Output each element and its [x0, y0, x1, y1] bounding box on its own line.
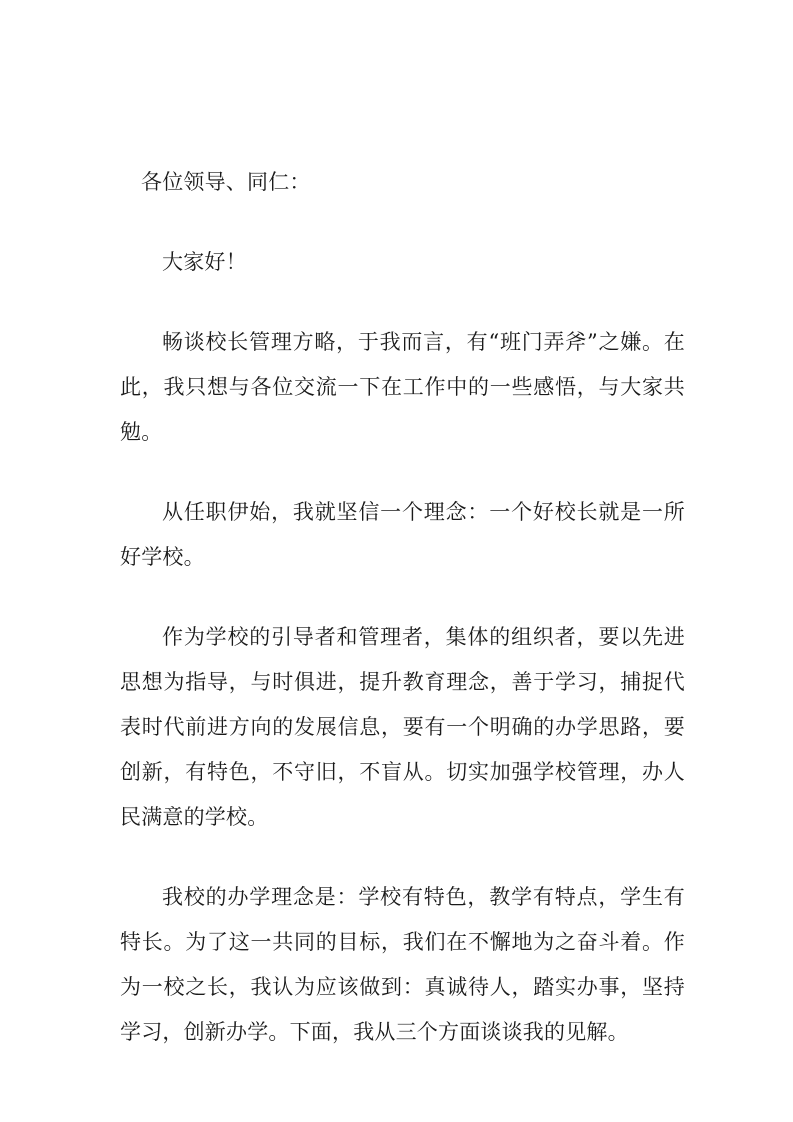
paragraph-core-belief: 从任职伊始，我就坚信一个理念：一个好校长就是一所好学校。	[120, 500, 685, 569]
paragraph-leadership-role: 作为学校的引导者和管理者，集体的组织者，要以先进思想为指导，与时俱进，提升教育理念，善于学习，捕捉代表时代前进方向的发展信息，要有一个明确的办学思路，要创新，有特色，不守旧，不盲从。切实加强学校管理，办人民满意的学校。	[120, 625, 685, 829]
document-body	[120, 160, 685, 1055]
paragraph-school-philosophy: 我校的办学理念是：学校有特色，教学有特点，学生有特长。为了这一共同的目标，我们在不懈地为之奋斗着。作为一校之长，我认为应该做到：真诚待人，踏实办事，坚持学习，创新办学。下面，我从三个方面谈谈我的见解。	[120, 885, 685, 1044]
paragraph-greeting: 大家好！	[162, 250, 247, 274]
paragraph-salutation: 各位领导、同仁：	[141, 170, 311, 194]
paragraph-opening-remarks: 畅谈校长管理方略，于我而言，有“班门弄斧”之嫌。在此，我只想与各位交流一下在工作中的一些感悟，与大家共勉。	[120, 330, 685, 444]
